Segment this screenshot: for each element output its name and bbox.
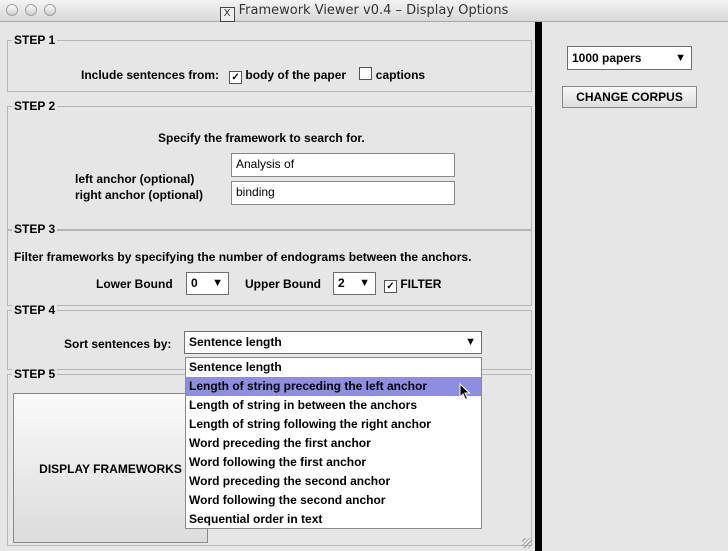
sort-prompt: Sort sentences by: [64,337,172,351]
upper-bound-value: 2 [338,276,345,290]
upper-bound-select[interactable] [333,272,376,295]
step1-legend: STEP 1 [14,33,56,47]
step1-row [81,67,425,84]
filter-prompt: Filter frameworks by specifying the number of endograms between the anchors. [14,250,472,264]
sort-selected-value: Sentence length [189,335,282,349]
sort-option[interactable]: Length of string following the right anchor [189,417,431,431]
upper-bound-label: Upper Bound [245,277,321,291]
corpus-select[interactable] [567,46,692,70]
step4-legend: STEP 4 [14,303,56,317]
mouse-pointer-icon [459,383,471,401]
sort-option[interactable]: Length of string in between the anchors [189,398,418,412]
left-anchor-input[interactable]: Analysis of [231,153,455,177]
filter-label: FILTER [400,277,442,291]
sort-option[interactable]: Word preceding the first anchor [189,436,371,450]
title-bar [0,0,728,22]
lower-bound-label: Lower Bound [96,277,173,291]
window-title: Framework Viewer v0.4 – Display Options [238,3,509,18]
chevron-down-icon: ▼ [675,52,686,64]
sort-option[interactable]: Sequential order in text [189,512,323,526]
x11-app-icon: X [220,7,235,22]
lower-bound-select[interactable] [186,272,229,295]
captions-checkbox[interactable] [359,67,372,80]
step2-group [7,99,532,231]
lower-bound-value: 0 [191,276,198,290]
chevron-down-icon: ▼ [212,277,223,289]
change-corpus-button[interactable]: CHANGE CORPUS [562,86,697,108]
chevron-down-icon: ▼ [465,336,476,348]
step1-group [7,33,532,92]
body-checkbox[interactable]: ✓ [229,71,242,84]
step3-legend: STEP 3 [14,222,56,236]
sort-option-highlighted[interactable]: Length of string preceding the left anchor [186,377,481,396]
left-anchor-label: left anchor (optional) [75,172,195,186]
step5-legend: STEP 5 [14,367,56,381]
window-title-wrap [0,3,728,22]
sort-options-list[interactable] [185,357,482,529]
step3-group [7,222,532,306]
display-frameworks-button[interactable]: DISPLAY FRAMEWORKS [13,393,208,543]
sort-option[interactable]: Word preceding the second anchor [189,474,391,488]
sort-option[interactable]: Word following the second anchor [189,493,386,507]
sort-select[interactable] [184,331,482,354]
body-label: body of the paper [245,68,347,82]
filter-checkbox[interactable]: ✓ [384,280,397,293]
include-prompt: Include sentences from: [81,68,220,82]
step2-legend: STEP 2 [14,99,56,113]
resize-grip-icon[interactable] [522,538,532,548]
panel-divider[interactable] [535,22,542,551]
right-anchor-input[interactable]: binding [231,181,455,205]
framework-prompt: Specify the framework to search for. [158,131,365,145]
sort-option[interactable]: Sentence length [189,360,282,374]
filter-toggle[interactable] [384,277,441,293]
chevron-down-icon: ▼ [359,277,370,289]
right-anchor-label: right anchor (optional) [75,188,203,202]
corpus-select-value: 1000 papers [572,51,642,65]
sort-option[interactable]: Word following the first anchor [189,455,367,469]
corpus-sidebar [542,22,728,551]
captions-label: captions [375,68,426,82]
